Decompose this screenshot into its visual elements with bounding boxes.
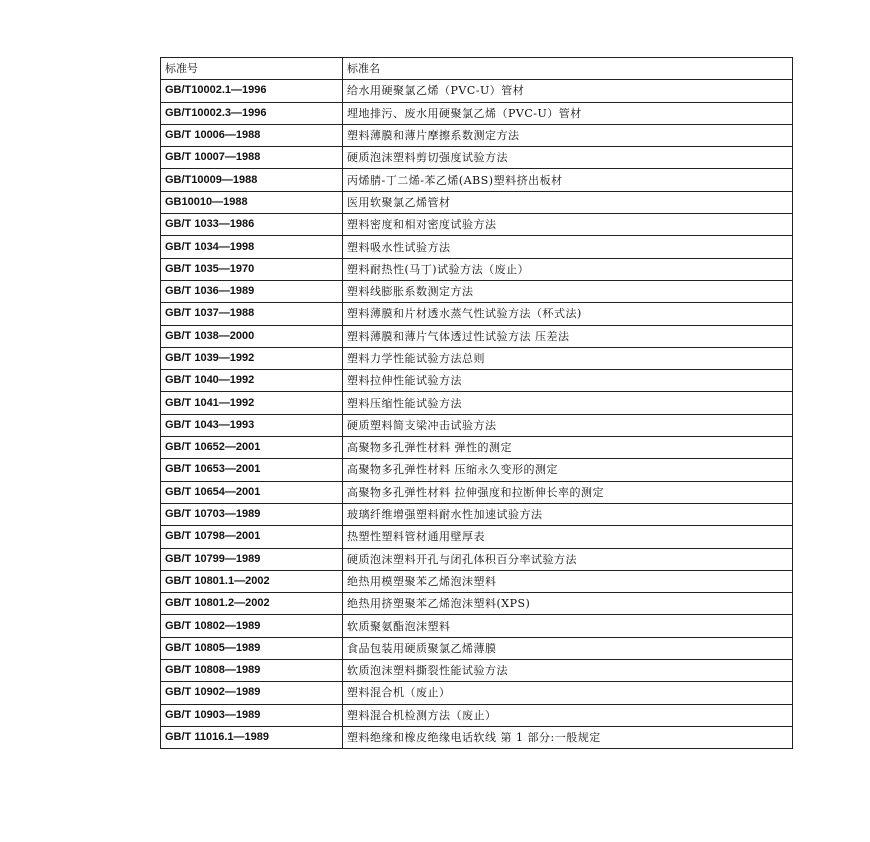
standard-name-cell: 绝热用模塑聚苯乙烯泡沫塑料: [343, 570, 793, 592]
table-row: [161, 191, 793, 213]
standard-name-cell: 塑料力学性能试验方法总则: [343, 347, 793, 369]
standard-number-cell: GB/T 1033—1986: [161, 214, 343, 236]
standard-name-cell: 塑料混合机检测方法（废止）: [343, 704, 793, 726]
standard-number-cell: GB/T 1038—2000: [161, 325, 343, 347]
standard-name-cell: 塑料混合机（废止）: [343, 682, 793, 704]
table-row: [161, 660, 793, 682]
standard-name-cell: 软质聚氨酯泡沫塑料: [343, 615, 793, 637]
header-standard-name: 标准名: [343, 58, 793, 80]
table-row: [161, 682, 793, 704]
table-row: [161, 169, 793, 191]
table-row: [161, 593, 793, 615]
standard-name-cell: 丙烯腈-丁二烯-苯乙烯(ABS)塑料挤出板材: [343, 169, 793, 191]
table-header-row: [161, 58, 793, 80]
standard-name-cell: 硬质塑料简支梁冲击试验方法: [343, 414, 793, 436]
table-row: [161, 102, 793, 124]
table-row: [161, 548, 793, 570]
standard-number-cell: GB/T10002.3—1996: [161, 102, 343, 124]
table-row: [161, 615, 793, 637]
standard-number-cell: GB/T 10801.1—2002: [161, 570, 343, 592]
standard-number-cell: GB/T 1037—1988: [161, 303, 343, 325]
standard-name-cell: 塑料密度和相对密度试验方法: [343, 214, 793, 236]
table-row: [161, 258, 793, 280]
standard-name-cell: 塑料拉伸性能试验方法: [343, 370, 793, 392]
standard-name-cell: 硬质泡沫塑料剪切强度试验方法: [343, 147, 793, 169]
standard-name-cell: 硬质泡沫塑料开孔与闭孔体积百分率试验方法: [343, 548, 793, 570]
standard-name-cell: 塑料压缩性能试验方法: [343, 392, 793, 414]
standard-name-cell: 塑料绝缘和橡皮绝缘电话软线 第 1 部分:一般规定: [343, 726, 793, 748]
table-row: [161, 526, 793, 548]
table-row: [161, 414, 793, 436]
standard-name-cell: 高聚物多孔弹性材料 弹性的测定: [343, 437, 793, 459]
table-row: [161, 280, 793, 302]
table-row: [161, 437, 793, 459]
table-row: [161, 124, 793, 146]
standard-name-cell: 高聚物多孔弹性材料 压缩永久变形的测定: [343, 459, 793, 481]
standard-number-cell: GB/T 10799—1989: [161, 548, 343, 570]
standard-number-cell: GB10010—1988: [161, 191, 343, 213]
standard-number-cell: GB/T 1043—1993: [161, 414, 343, 436]
standard-number-cell: GB/T 10808—1989: [161, 660, 343, 682]
table-row: [161, 503, 793, 525]
standard-name-cell: 食品包装用硬质聚氯乙烯薄膜: [343, 637, 793, 659]
standard-number-cell: GB/T 10903—1989: [161, 704, 343, 726]
standard-name-cell: 高聚物多孔弹性材料 拉伸强度和拉断伸长率的测定: [343, 481, 793, 503]
standard-name-cell: 塑料薄膜和薄片气体透过性试验方法 压差法: [343, 325, 793, 347]
standard-name-cell: 塑料薄膜和薄片摩擦系数测定方法: [343, 124, 793, 146]
table-row: [161, 303, 793, 325]
standard-number-cell: GB/T 10006—1988: [161, 124, 343, 146]
table-row: [161, 325, 793, 347]
standard-name-cell: 塑料线膨胀系数测定方法: [343, 280, 793, 302]
standard-name-cell: 塑料薄膜和片材透水蒸气性试验方法（杯式法): [343, 303, 793, 325]
header-standard-number: 标准号: [161, 58, 343, 80]
standard-number-cell: GB/T 10654—2001: [161, 481, 343, 503]
table-row: [161, 570, 793, 592]
standard-number-cell: GB/T 1034—1998: [161, 236, 343, 258]
table-row: [161, 147, 793, 169]
standard-number-cell: GB/T 10703—1989: [161, 503, 343, 525]
standard-number-cell: GB/T 10805—1989: [161, 637, 343, 659]
standard-number-cell: GB/T 10801.2—2002: [161, 593, 343, 615]
standards-table: [160, 57, 793, 749]
standard-number-cell: GB/T 10798—2001: [161, 526, 343, 548]
standard-name-cell: 玻璃纤维增强塑料耐水性加速试验方法: [343, 503, 793, 525]
standard-name-cell: 绝热用挤塑聚苯乙烯泡沫塑料(XPS): [343, 593, 793, 615]
standard-number-cell: GB/T10002.1—1996: [161, 80, 343, 102]
table-row: [161, 481, 793, 503]
standard-number-cell: GB/T 1039—1992: [161, 347, 343, 369]
table-row: [161, 214, 793, 236]
table-row: [161, 236, 793, 258]
table-row: [161, 459, 793, 481]
standard-number-cell: GB/T 10007—1988: [161, 147, 343, 169]
standard-number-cell: GB/T 1041—1992: [161, 392, 343, 414]
standard-number-cell: GB/T 1035—1970: [161, 258, 343, 280]
standard-name-cell: 塑料耐热性(马丁)试验方法（废止）: [343, 258, 793, 280]
standard-number-cell: GB/T 10652—2001: [161, 437, 343, 459]
table-row: [161, 392, 793, 414]
table-row: [161, 370, 793, 392]
standard-name-cell: 热塑性塑料管材通用壁厚表: [343, 526, 793, 548]
standard-number-cell: GB/T10009—1988: [161, 169, 343, 191]
standard-number-cell: GB/T 11016.1—1989: [161, 726, 343, 748]
table-row: [161, 637, 793, 659]
standard-name-cell: 医用软聚氯乙烯管材: [343, 191, 793, 213]
table-row: [161, 347, 793, 369]
standard-name-cell: 埋地排污、废水用硬聚氯乙烯（PVC-U）管材: [343, 102, 793, 124]
standard-number-cell: GB/T 10902—1989: [161, 682, 343, 704]
standard-number-cell: GB/T 1036—1989: [161, 280, 343, 302]
standard-number-cell: GB/T 1040—1992: [161, 370, 343, 392]
table-row: [161, 726, 793, 748]
standard-name-cell: 软质泡沫塑料撕裂性能试验方法: [343, 660, 793, 682]
standard-name-cell: 给水用硬聚氯乙烯（PVC-U）管材: [343, 80, 793, 102]
standard-number-cell: GB/T 10653—2001: [161, 459, 343, 481]
standard-number-cell: GB/T 10802—1989: [161, 615, 343, 637]
standard-name-cell: 塑料吸水性试验方法: [343, 236, 793, 258]
table-row: [161, 80, 793, 102]
standards-table-body: [161, 58, 793, 749]
table-row: [161, 704, 793, 726]
